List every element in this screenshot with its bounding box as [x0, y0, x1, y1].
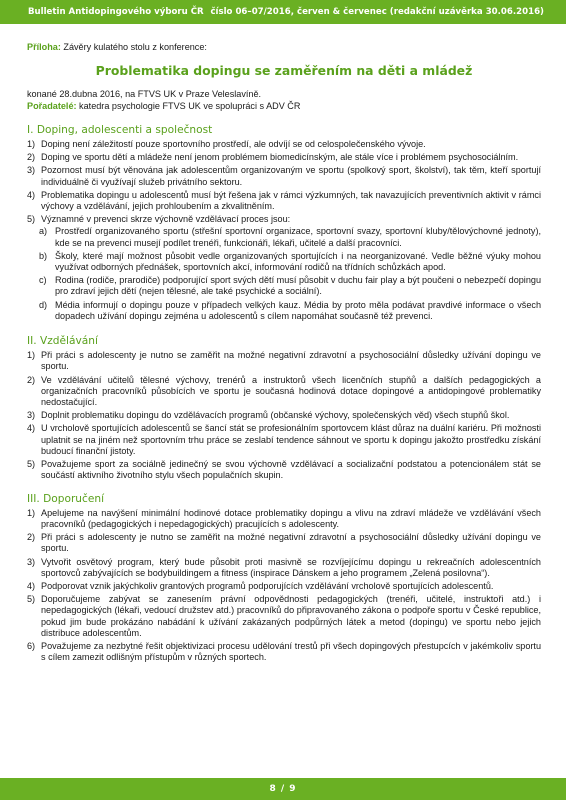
item-number: 2) — [27, 152, 36, 163]
sub-item-letter: d) — [39, 299, 48, 310]
attachment-label: Příloha: — [27, 42, 61, 52]
sub-item — [39, 226, 541, 248]
list-item — [27, 557, 541, 579]
list-item — [27, 532, 541, 554]
item-number: 6) — [27, 640, 36, 651]
item-text: Pozornost musí být věnována jak adolescentům organizovaným ve sportu (spolkový sport, školství), tak těm, kteří sportují individuálně či využívají služeb privátního sektoru. — [41, 165, 541, 187]
header-bar — [0, 0, 566, 24]
list-item — [27, 350, 541, 372]
list-item — [27, 165, 541, 187]
sub-item-letter: a) — [39, 226, 48, 237]
list-item — [27, 641, 541, 663]
item-text: Doping ve sportu dětí a mládeže není jenom problémem biomedicínským, ale stále více i problémem psychosociálním. — [41, 152, 519, 163]
item-number: 4) — [27, 580, 36, 591]
item-text: Při práci s adolescenty je nutno se zaměřit na možné negativní zdravotní a psychosociální důsledky užívání dopingu ve sportu. — [41, 532, 541, 554]
event-info: konané 28.dubna 2016, na FTVS UK v Praze Veleslavíně. — [27, 89, 262, 100]
list-item — [27, 190, 541, 212]
list-item — [27, 375, 541, 409]
sub-item-text: Prostředí organizovaného sportu (střešní sportovní organizace, sportovní svazy, sportovní kluby/tělovýchovné jednoty), kde se na prevenci musejí podílet trenéři, funkcionáři, lékaři, učitelé a další pracovníci. — [55, 226, 541, 248]
sub-item — [39, 275, 541, 297]
item-text: Doplnit problematiku dopingu do vzdělávacích programů (občanské výchovy, společenských věd) všech stupňů škol. — [41, 410, 510, 421]
item-text: Doporučujeme zabývat se zanesením právní odpovědnosti pedagogických (trenéři, učitelé, instruktoři atd.) i nepedagogických (lékaři, vedoucí družstev atd.) pracovníků do připravovaného zákona o podpoře sportu v České republice, pokud jim bude prokázáno nabádání k užívání zakázaných podpůrných látek a metod (dopingu) ve sportu nebo jejich distribuce adolescentům. — [41, 594, 541, 638]
sub-item-letter: b) — [39, 250, 48, 261]
item-text: Ve vzdělávání učitelů tělesné výchovy, trenérů a instruktorů všech licenčních stupňů a dalších pedagogických a organizačních pracovníků působících ve sportu je současná hodinová dotace dopingové a antidopingové problematiky nedostačující. — [41, 374, 541, 408]
organizer-text: katedra psychologie FTVS UK ve spolupráci s ADV ČR — [76, 100, 301, 111]
list-item — [27, 410, 541, 421]
list-item — [27, 214, 541, 324]
section-education — [27, 336, 541, 481]
item-number: 2) — [27, 374, 36, 385]
item-number: 2) — [27, 532, 36, 543]
list-item — [27, 152, 541, 163]
item-list — [27, 508, 541, 664]
organizer-line — [27, 101, 541, 112]
sub-item — [39, 251, 541, 273]
section-heading: III. Doporučení — [27, 492, 105, 505]
section-society — [27, 125, 541, 324]
document-title: Problematika dopingu se zaměřením na děti a mládež — [95, 63, 473, 79]
item-text: Významné v prevenci skrze výchovně vzdělávací proces jsou: — [41, 214, 291, 225]
list-item — [27, 139, 541, 150]
section-recommendations — [27, 494, 541, 664]
item-text: Považujeme za nezbytné řešit objektivizaci procesu udělování trestů při všech dopingových přestupcích v jakémkoliv sportu s cílem zamezit odlišným přístupům v různých sportech. — [41, 640, 541, 663]
issue-info: číslo 06–07/2016, červen & červenec (redakční uzávěrka 30.06.2016) — [210, 7, 544, 17]
item-number: 4) — [27, 423, 36, 434]
item-body — [41, 214, 541, 324]
organizer-label: Pořadatelé: — [27, 100, 77, 111]
item-number: 3) — [27, 410, 36, 421]
section-heading: I. Doping, adolescenti a společnost — [27, 123, 213, 136]
attachment-line — [27, 42, 541, 53]
item-number: 4) — [27, 189, 36, 200]
list-item — [27, 423, 541, 457]
item-text: Apelujeme na navýšení minimální hodinové dotace problematiky dopingu a vlivu na zdraví mládeže ve vzdělávání všech pracovníků (pedagogických i nepedagogických) pracujících s adolescenty. — [41, 507, 541, 529]
section-heading: II. Vzdělávání — [27, 335, 98, 348]
sub-item-text: Média informují o dopingu pouze v případech velkých kauz. Média by proto měla podávat pravdivé informace o všech dopadech užívání dopingu zejména u adolescentů s cílem napomáhat současně též prevenci. — [55, 299, 541, 321]
sub-item-text: Školy, které mají možnost působit vedle organizovaných sportujících i na neorganizované. Vedle běžné výuky mohou využívat odborných přednášek, sportovních akcí, informování rodičů na třídních schůzkách apod. — [55, 250, 541, 273]
page-number: 8 / 9 — [269, 784, 297, 794]
footer-bar — [0, 778, 566, 800]
item-text: Při práci s adolescenty je nutno se zaměřit na možné negativní zdravotní a psychosociální důsledky užívání dopingu ve sportu. — [41, 350, 541, 372]
sub-list — [39, 226, 541, 322]
item-number: 1) — [27, 507, 36, 518]
item-text: Doping není záležitostí pouze sportovního prostředí, ale odvíjí se od celospolečenského vývoje. — [41, 139, 426, 150]
item-text: Podporovat vznik jakýchkoliv grantových programů podporujících vzdělávání vrcholově sportujících adolescentů. — [41, 580, 494, 591]
sub-item-text: Rodina (rodiče, prarodiče) podporující sport svých dětí musí působit v duchu fair play a být poučeni o nebezpečí dopingu pro zdraví jejich dětí (nejen tělesné, ale také psychické a sociální). — [55, 275, 541, 297]
item-text: U vrcholově sportujících adolescentů se šancí stát se profesionálním sportovcem klást důraz na duální kariéru. Při možnosti uplatnit se na jiném než sportovním trhu práce se zeslabí tendence sáhnout ve sportu k dopingu jakožto prostředku získání budoucí finanční jistoty. — [41, 423, 541, 456]
list-item — [27, 508, 541, 530]
item-number: 5) — [27, 459, 36, 470]
list-item — [27, 581, 541, 592]
item-number: 1) — [27, 350, 36, 361]
list-item — [27, 459, 541, 481]
item-number: 1) — [27, 139, 36, 150]
item-number: 3) — [27, 556, 36, 567]
document-body — [27, 42, 541, 665]
item-text: Problematika dopingu u adolescentů musí být řešena jak v rámci výzkumných, tak navazujících preventivních aktivit v rámci výchovy a vzdělávání, jejich prohloubením a zkvalitněním. — [41, 189, 541, 212]
item-list — [27, 139, 541, 324]
sub-item-letter: c) — [39, 275, 47, 286]
item-number: 5) — [27, 594, 36, 605]
sub-item — [39, 300, 541, 322]
bulletin-name: Bulletin Antidopingového výboru ČR — [28, 7, 204, 17]
item-list — [27, 350, 541, 481]
item-text: Považujeme sport za sociálně jedinečný se svou výchovně vzdělávací a socializační podstatou a potencionálem stát se součástí aktivního životního stylu všech populačních skupin. — [41, 459, 541, 481]
list-item — [27, 594, 541, 639]
item-text: Vytvořit osvětový program, který bude působit proti masivně se rozvíjejícímu dopingu u rekreačních adolescentních sportovců zabývajících se bodybuildingem a fitness (inspirace Dánskem a jeho programem „Zelená posilovna“). — [41, 556, 541, 578]
item-number: 5) — [27, 214, 36, 225]
attachment-text: Závěry kulatého stolu z konference: — [60, 42, 207, 52]
item-number: 3) — [27, 165, 36, 176]
